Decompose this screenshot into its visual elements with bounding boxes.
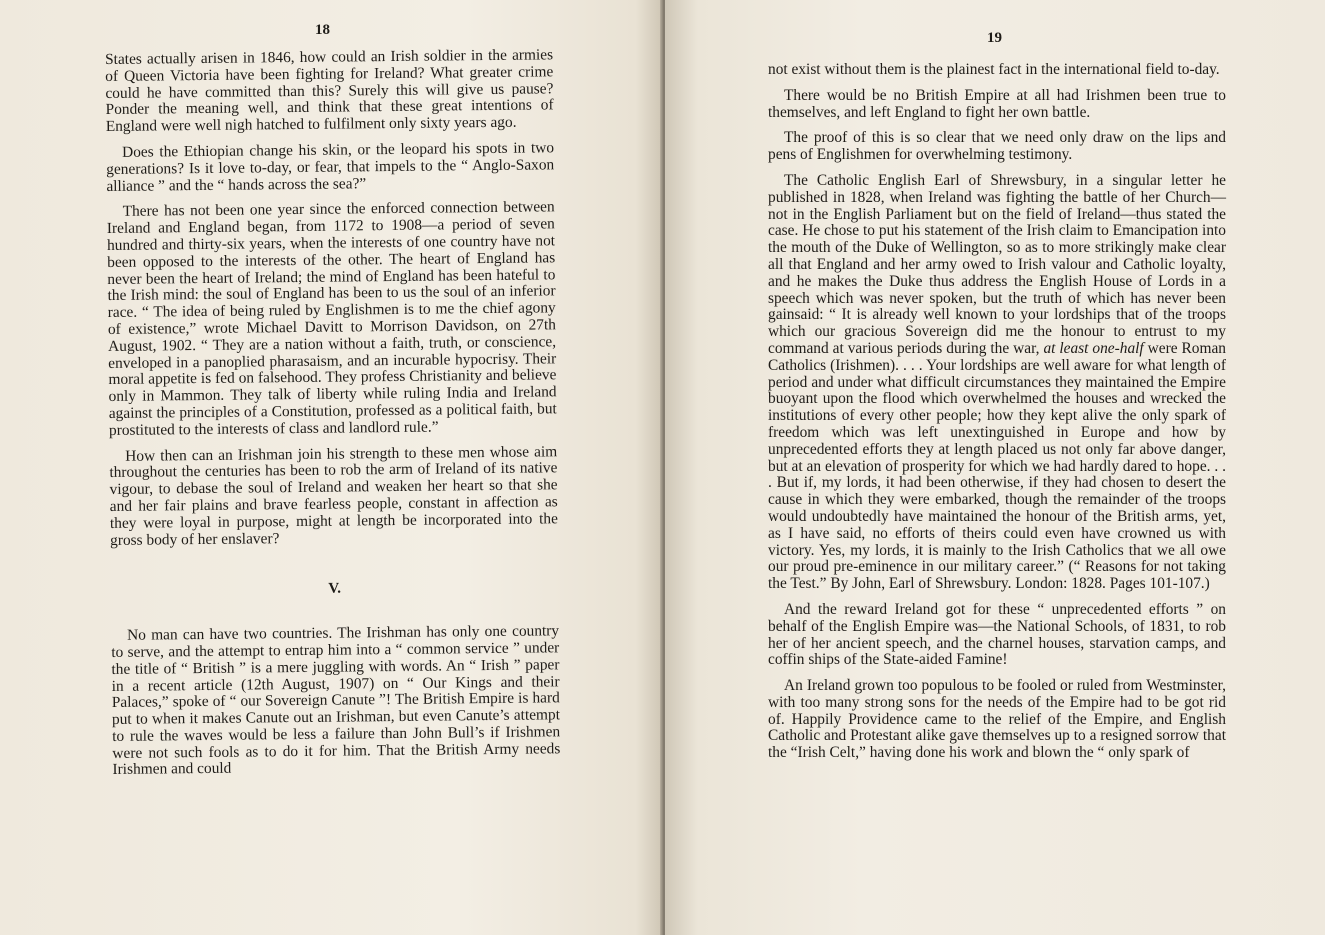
- section-heading: V.: [328, 580, 342, 598]
- paragraph-quotation: [768, 173, 1226, 593]
- paragraph: There would be no British Empire at all had Irishmen been true to themselves, and left England to fight her own battle.: [768, 86, 1226, 121]
- paragraph: The proof of this is so clear that we need only draw on the lips and pens of Englishmen for overwhelming testimony.: [768, 129, 1226, 164]
- left-page-text: [105, 47, 561, 788]
- text-run: The Catholic English Earl of Shrewsbury, in a singular letter he published in 1828, when Ireland was fighting the battle of her Church—not in the English Parliament but on the field of Ireland—thus stated the case. He chose to put his statement of the Irish claim to Emancipation into the mouth of the Duke of Wellington, so as to more strikingly make clear all that England and her army owed to Irish valour and Catholic loyalty, and he makes the Duke thus address the English House of Lords in a speech which was never spoken, but the truth of which has never been gainsaid: “ It is already well known to your lordships that of the troops which our gracious Sovereign did me the honour to entrust to my command at various periods during the war,: [768, 171, 1226, 357]
- paragraph: And the reward Ireland got for these “ unprecedented efforts ” on behalf of the English Empire was—the National Schools, of 1831, to rob her of her ancient speech, and the charnel houses, starvation camps, and coffin ships of the State-aided Famine!: [768, 600, 1226, 669]
- paragraph: There has not been one year since the enforced connection between Ireland and England began, from 1172 to 1908—a period of seven hundred and thirty-six years, when the interests of one country have not been opposed to the interests of the other. The heart of England has never been the heart of Ireland; the mind of England has been hateful to the Irish mind: the soul of England has been to us the soul of an inferior race. “ The idea of being ruled by Englishmen is to me the chief agony of existence,” wrote Michael Davitt to Morrison Davidson, on 27th August, 1902. “ They are a nation without a faith, truth, or conscience, enveloped in a panoplied pharasaism, and an incurable hypocrisy. Their moral appetite is fed on falsehood. They profess Christianity and believe only in Mammon. They talk of liberty while ruling India and Ireland against the principles of a Constitution, professed as a political faith, but prostituted to the interests of class and landlord rule.”: [106, 198, 557, 439]
- left-page: [0, 0, 662, 935]
- paragraph: An Ireland grown too populous to be fooled or ruled from Westminster, with too many strong sons for the needs of the Empire had to be got rid of. Happily Providence came to the relief of the Empire, and English Catholic and Protestant alike gave themselves up to a resigned sorrow that the “Irish Celt,” having done his work and blown the “ only spark of: [768, 677, 1226, 762]
- page-number: 19: [987, 30, 1002, 46]
- right-page: [665, 0, 1325, 935]
- paragraph: Does the Ethiopian change his skin, or the leopard his spots in two generations? Is it love to-day, or fear, that impels to the “ Anglo-Saxon alliance ” and the “ hands across the sea?”: [106, 139, 555, 195]
- right-page-text: [768, 62, 1226, 771]
- paragraph: not exist without them is the plainest fact in the international field to-day.: [768, 61, 1220, 78]
- paragraph: How then can an Irishman join his strength to these men whose aim throughout the centuries has been to rob the arm of Ireland of its native vigour, to debase the soul of Ireland and weaken her heart so that she and her fair plains and brave fearless people, constant in affection as they were loyal in purpose, might at length be incorporated into the gross body of her enslaver?: [109, 442, 558, 549]
- text-run: were Roman Catholics (Irishmen). . . . Your lordships are well aware for what length of period and under what difficult circumstances they maintained the Empire buoyant upon the flood which overwhelmed the houses and wrecked the institutions of every other people; how they kept alive the only spark of freedom which was left unextinguished in Europe and how by unprecedented efforts they at length placed us not only far above danger, but at an elevation of prosperity for which we had hardly dared to hope. . . . But if, my lords, it had been otherwise, if they had chosen to desert the cause in which they were embarked, though the remainder of the troops would undoubtedly have maintained the honour of the British arms, yet, as I have said, no efforts of theirs could even have crowned us with victory. Yes, my lords, it is mainly to the Irish Catholics that we all owe our proud pre-eminence in our military career.” (“ Reasons for not taking the Test.” By John, Earl of Shrewsbury. London: 1828. Pages 101-107.): [768, 339, 1226, 593]
- italic-run: at least one-half: [1043, 339, 1144, 357]
- paragraph: No man can have two countries. The Irishman has only one country to serve, and the attempt to entrap him into a “ common service ” under the title of “ British ” is a mere juggling with words. An “ Irish ” paper in a recent article (12th August, 1907) on “ Our Kings and their Palaces,” spoke of “ our Sovereign Canute ”! The British Empire is hard put to when it makes Canute out an Irishman, but even Canute’s attempt to rule the waves would be less a failure than John Bull’s if Irishmen were not such fools as to do it for him. That the British Army needs Irishmen and could: [111, 622, 561, 779]
- paragraph: States actually arisen in 1846, how could an Irish soldier in the armies of Queen Victoria have been fighting for Ireland? What greater crime could he have committed than this? Surely this will give us pause? Ponder the meaning well, and think that these great intentions of England were well nigh hatched to fulfilment only sixty years ago.: [104, 46, 554, 136]
- page-number: 18: [315, 22, 330, 38]
